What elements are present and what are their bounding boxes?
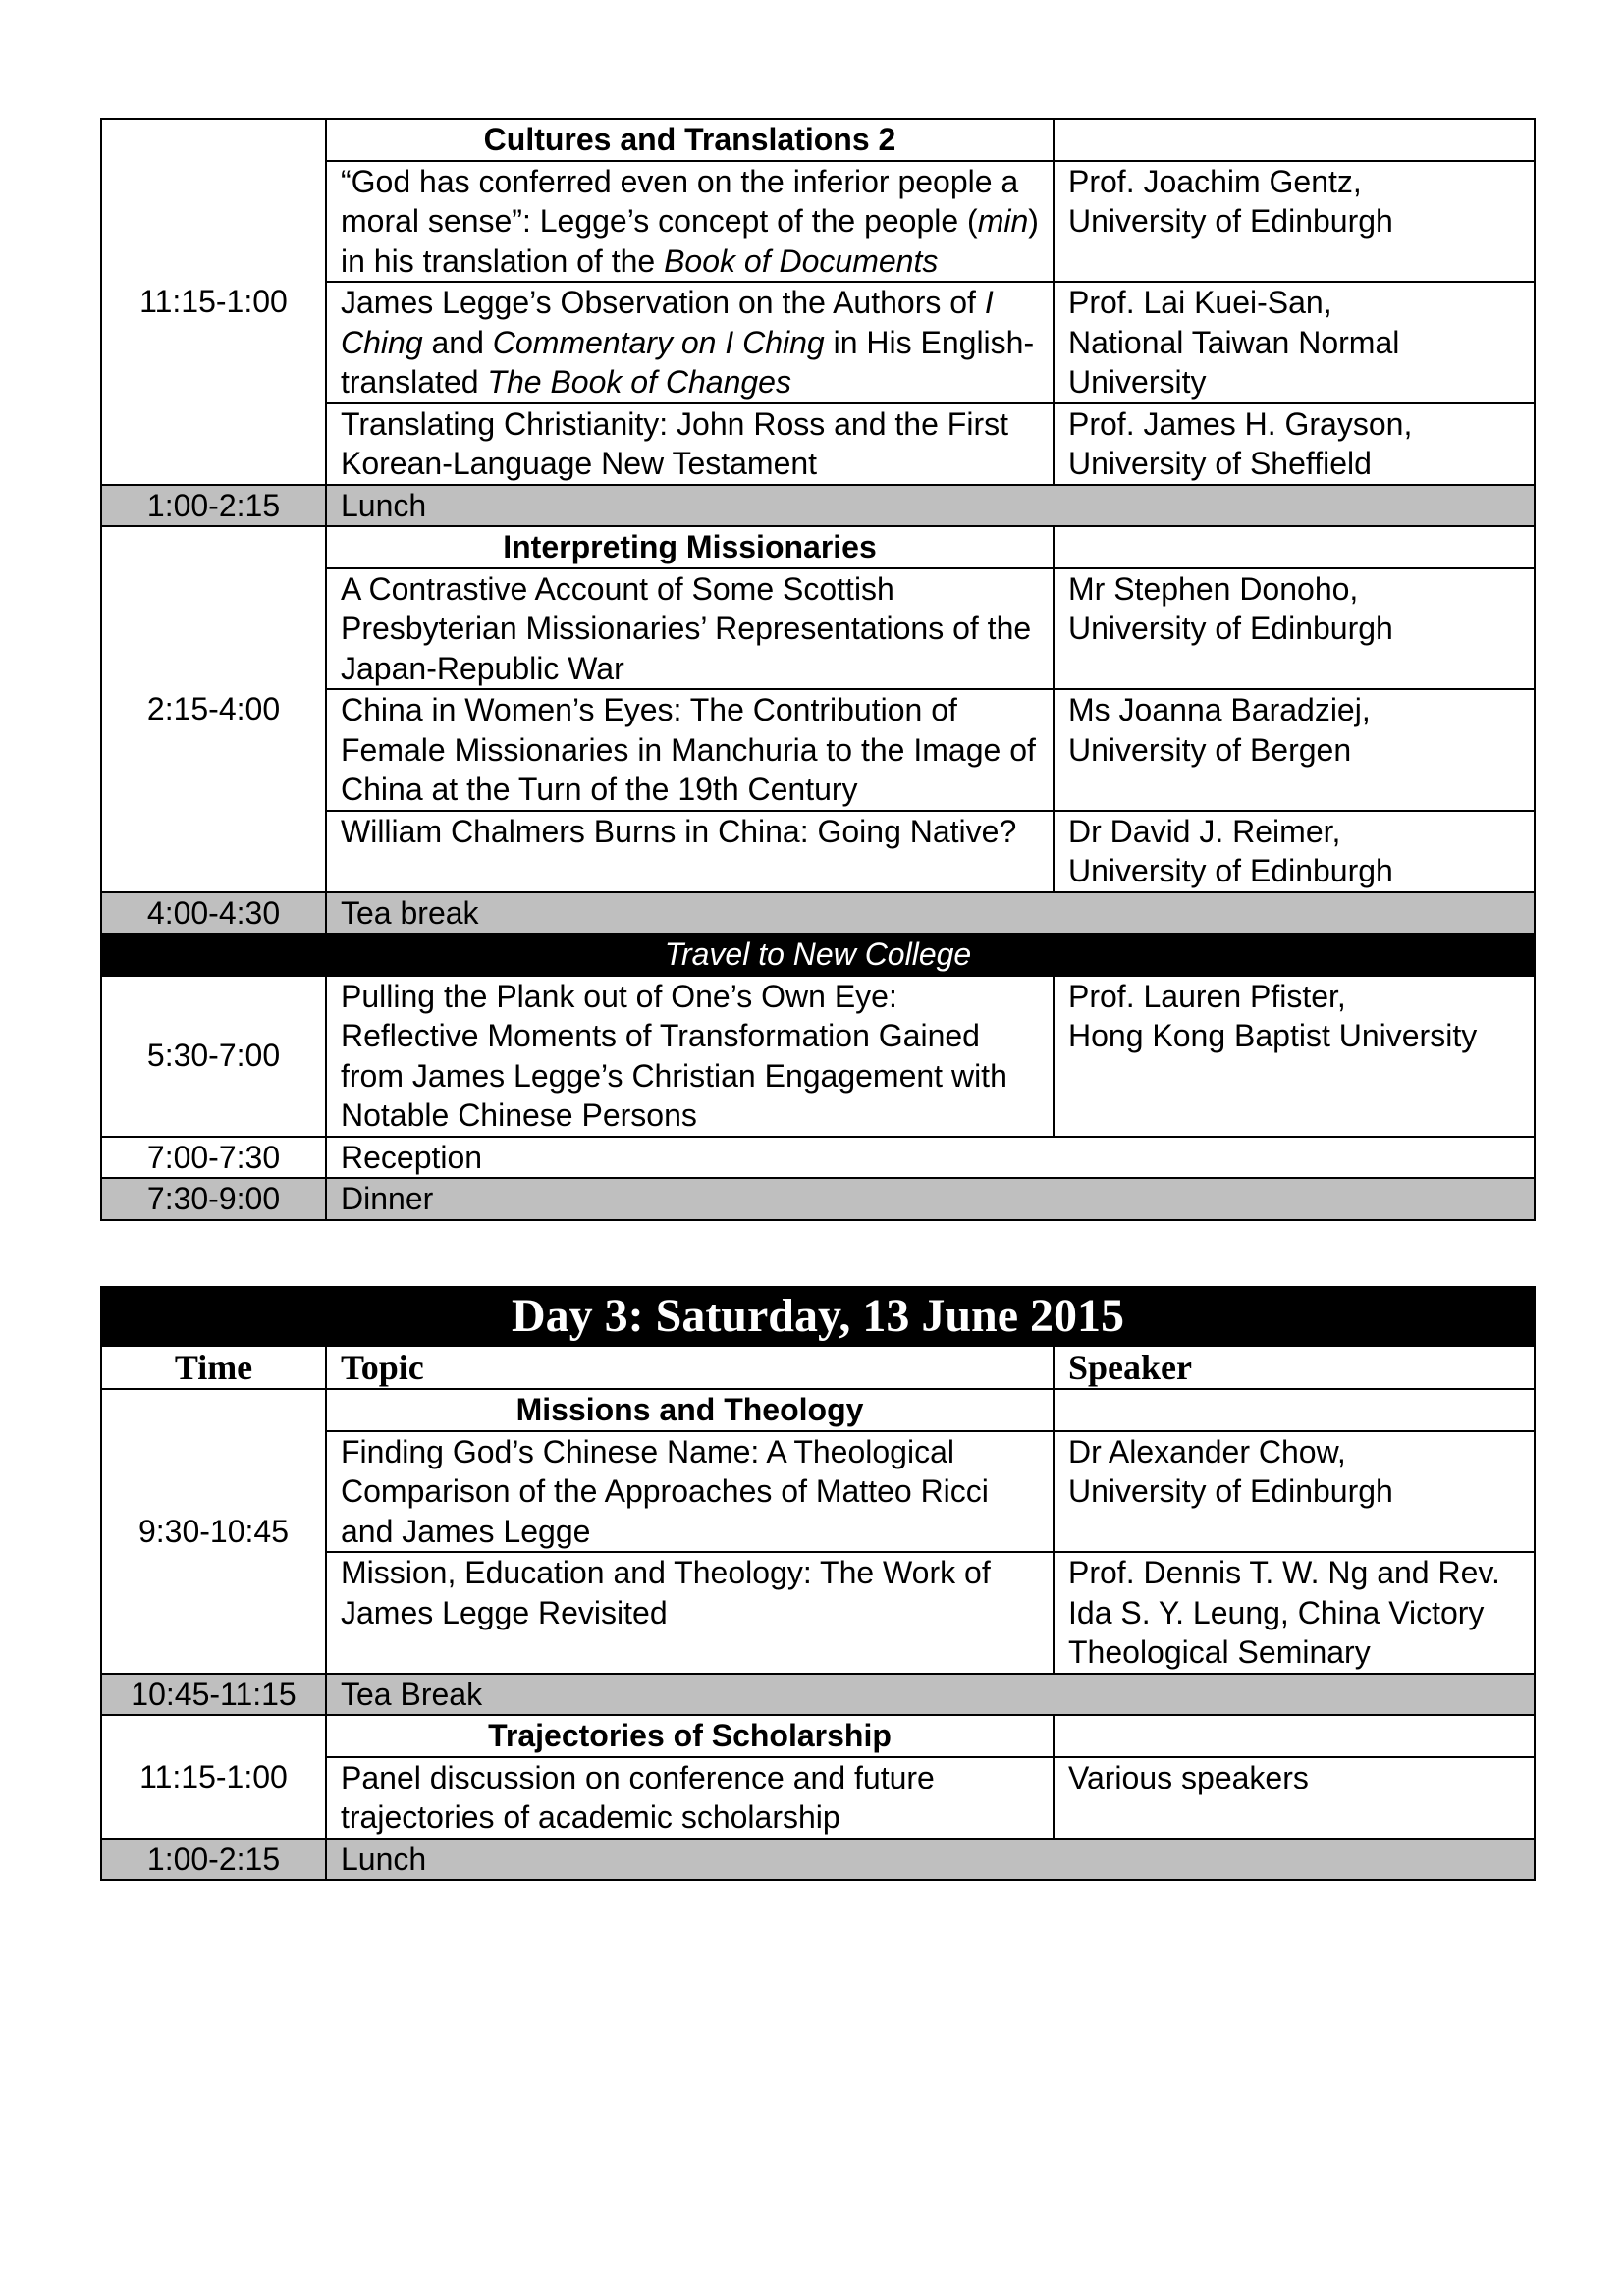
event-label: Reception xyxy=(326,1137,1535,1179)
speaker-affiliation: University of Edinburgh xyxy=(1068,853,1393,888)
break-label: Tea Break xyxy=(326,1674,1535,1716)
talk-title: William Chalmers Burns in China: Going Native? xyxy=(326,811,1054,892)
speaker-cell: Prof. Dennis T. W. Ng and Rev. Ida S. Y. Leung, China Victory Theological Seminary xyxy=(1054,1552,1535,1674)
speaker-cell xyxy=(1054,282,1535,403)
speaker-cell xyxy=(1054,1431,1535,1553)
talk-title: James Legge’s Observation on the Authors of I Ching and Commentary on I Ching in His English-translated The Book of Changes xyxy=(326,282,1054,403)
talk-title: Mission, Education and Theology: The Work of James Legge Revisited xyxy=(326,1552,1054,1674)
schedule-table-day3 xyxy=(100,1286,1536,1881)
break-label: Tea break xyxy=(326,892,1535,934)
speaker-affiliation: University of Edinburgh xyxy=(1068,1473,1393,1509)
speaker-affiliation: University of Sheffield xyxy=(1068,446,1372,481)
speaker-affiliation: University of Bergen xyxy=(1068,731,1352,768)
break-label: Lunch xyxy=(326,485,1535,527)
speaker-name: Mr Stephen Donoho, xyxy=(1068,570,1359,607)
header-topic: Topic xyxy=(326,1346,1054,1389)
time-cell: 1:00-2:15 xyxy=(101,1839,326,1881)
speaker-cell xyxy=(1054,811,1535,892)
event-label: Dinner xyxy=(326,1178,1535,1220)
speaker-name: Ms Joanna Baradziej, xyxy=(1068,692,1371,727)
break-row-lunch xyxy=(101,1839,1535,1881)
empty-cell xyxy=(1054,1715,1535,1757)
section-row xyxy=(101,526,1535,568)
section-title: Interpreting Missionaries xyxy=(326,526,1054,568)
time-cell: 9:30-10:45 xyxy=(101,1389,326,1674)
speaker-name: Prof. Lai Kuei-San, xyxy=(1068,285,1332,320)
speaker-cell xyxy=(1054,403,1535,485)
section-title: Missions and Theology xyxy=(326,1389,1054,1431)
section-row xyxy=(101,119,1535,161)
time-cell: 11:15-1:00 xyxy=(101,119,326,485)
time-cell: 2:15-4:00 xyxy=(101,526,326,892)
section-title: Cultures and Translations 2 xyxy=(326,119,1054,161)
empty-cell xyxy=(1054,526,1535,568)
speaker-affiliation: University of Edinburgh xyxy=(1068,611,1393,646)
time-cell: 7:00-7:30 xyxy=(101,1137,326,1179)
speaker-name: Dr David J. Reimer, xyxy=(1068,813,1341,849)
keynote-row xyxy=(101,976,1535,1137)
speaker-cell xyxy=(1054,568,1535,690)
time-cell: 4:00-4:30 xyxy=(101,892,326,934)
time-cell: 10:45-11:15 xyxy=(101,1674,326,1716)
column-header-row xyxy=(101,1346,1535,1389)
dinner-row xyxy=(101,1178,1535,1220)
speaker-name: Prof. James H. Grayson, xyxy=(1068,405,1413,442)
time-cell: 11:15-1:00 xyxy=(101,1715,326,1839)
empty-cell xyxy=(1054,1389,1535,1431)
schedule-table-day2 xyxy=(100,118,1536,1221)
speaker-cell: Various speakers xyxy=(1054,1757,1535,1839)
section-title: Trajectories of Scholarship xyxy=(326,1715,1054,1757)
header-speaker: Speaker xyxy=(1054,1346,1535,1389)
speaker-name: Prof. Lauren Pfister, xyxy=(1068,978,1346,1014)
speaker-cell xyxy=(1054,161,1535,283)
speaker-name: Prof. Joachim Gentz, xyxy=(1068,163,1362,199)
talk-title: Finding God’s Chinese Name: A Theological Comparison of the Approaches of Matteo Ricci and James Legge xyxy=(326,1431,1054,1553)
header-time: Time xyxy=(101,1346,326,1389)
time-cell: 7:30-9:00 xyxy=(101,1178,326,1220)
day-title: Day 3: Saturday, 13 June 2015 xyxy=(101,1287,1535,1346)
talk-title: Pulling the Plank out of One’s Own Eye: Reflective Moments of Transformation Gained from James Legge’s Christian Engagement with Notable Chinese Persons xyxy=(326,976,1054,1137)
section-row xyxy=(101,1715,1535,1757)
break-row-tea xyxy=(101,892,1535,934)
break-row-tea xyxy=(101,1674,1535,1716)
section-row xyxy=(101,1389,1535,1431)
speaker-cell xyxy=(1054,689,1535,811)
talk-title: “God has conferred even on the inferior people a moral sense”: Legge’s concept of the people (min) in his translation of the Book of Documents xyxy=(326,161,1054,283)
talk-title: A Contrastive Account of Some Scottish Presbyterian Missionaries’ Representations of the Japan-Republic War xyxy=(326,568,1054,690)
time-cell: 1:00-2:15 xyxy=(101,485,326,527)
speaker-cell xyxy=(1054,976,1535,1137)
reception-row xyxy=(101,1137,1535,1179)
empty-cell xyxy=(1054,119,1535,161)
travel-row xyxy=(101,934,1535,976)
speaker-affiliation: University of Edinburgh xyxy=(1068,203,1393,239)
travel-label: Travel to New College xyxy=(101,934,1535,976)
speaker-affiliation: National Taiwan Normal University xyxy=(1068,324,1400,400)
time-cell: 5:30-7:00 xyxy=(101,976,326,1137)
speaker-name: Dr Alexander Chow, xyxy=(1068,1433,1346,1469)
talk-title: China in Women’s Eyes: The Contribution of Female Missionaries in Manchuria to the Image of China at the Turn of the 19th Century xyxy=(326,689,1054,811)
speaker-affiliation: Hong Kong Baptist University xyxy=(1068,1018,1478,1053)
talk-title: Translating Christianity: John Ross and the First Korean-Language New Testament xyxy=(326,403,1054,485)
break-row-lunch xyxy=(101,485,1535,527)
day-heading-row xyxy=(101,1287,1535,1346)
break-label: Lunch xyxy=(326,1839,1535,1881)
talk-title: Panel discussion on conference and future trajectories of academic scholarship xyxy=(326,1757,1054,1839)
